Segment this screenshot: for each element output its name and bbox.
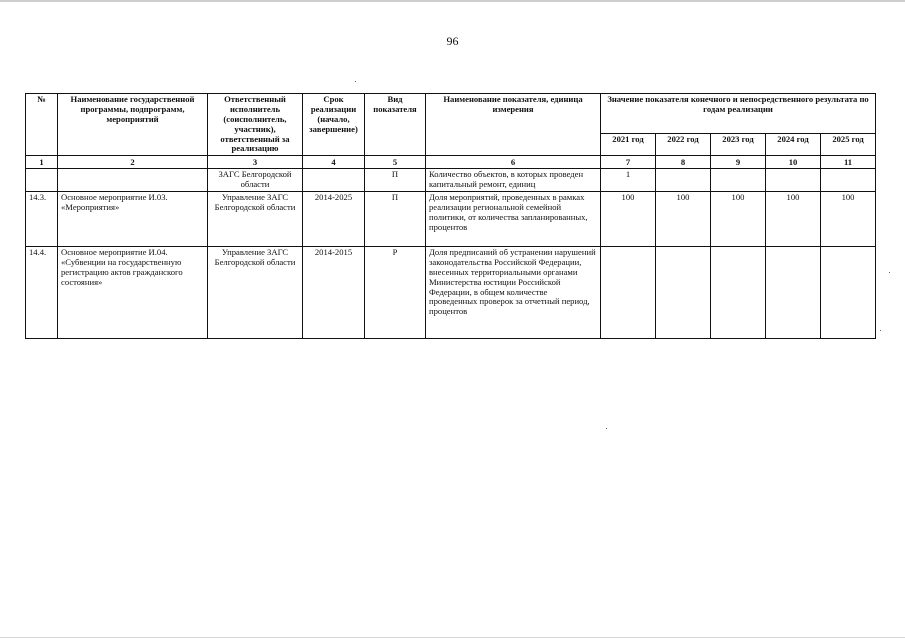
row-executor: ЗАГС Белгородской области: [208, 169, 303, 192]
row-indicator: Доля предписаний об устранении нарушений законодательства Российской Федерации, внесенных территориальными органами Министерства юстиции Российской Федерации, в общем количестве проведенных проверок за отчетный период, процентов: [426, 247, 601, 339]
row-kind: Р: [365, 247, 426, 339]
row-period: 2014-2025: [303, 192, 365, 247]
scan-speck: [606, 428, 607, 429]
column-number: 1: [26, 156, 58, 169]
header-period: Срок реализации (начало, завершение): [303, 94, 365, 156]
row-period: [303, 169, 365, 192]
row-value: 100: [766, 192, 821, 247]
bottom-scan-edge: [0, 637, 905, 638]
indicator-table: [25, 93, 876, 339]
row-value: [821, 247, 876, 339]
table-row: [26, 192, 876, 247]
header-indicator-kind: Вид показателя: [365, 94, 426, 156]
row-name: [58, 169, 208, 192]
header-year: 2022 год: [656, 133, 711, 156]
column-number: 4: [303, 156, 365, 169]
row-name: Основное мероприятие И.04. «Субвенции на государственную регистрацию актов гражданского состояния»: [58, 247, 208, 339]
header-row: [26, 94, 876, 134]
header-program-name: Наименование государственной программы, подпрограмм, мероприятий: [58, 94, 208, 156]
column-number: 2: [58, 156, 208, 169]
column-numbers-row: [26, 156, 876, 169]
row-value: 1: [601, 169, 656, 192]
row-kind: П: [365, 192, 426, 247]
header-year: 2025 год: [821, 133, 876, 156]
row-executor: Управление ЗАГС Белгородской области: [208, 192, 303, 247]
header-indicator-name: Наименование показателя, единица измерения: [426, 94, 601, 156]
row-value: [656, 247, 711, 339]
row-value: 100: [601, 192, 656, 247]
scan-speck: [355, 81, 356, 82]
table-row: [26, 169, 876, 192]
row-number: 14.4.: [26, 247, 58, 339]
row-value: [821, 169, 876, 192]
row-indicator: Количество объектов, в которых проведен капитальный ремонт, единиц: [426, 169, 601, 192]
header-year: 2021 год: [601, 133, 656, 156]
row-value: 100: [656, 192, 711, 247]
row-value: 100: [711, 192, 766, 247]
row-value: [656, 169, 711, 192]
column-number: 6: [426, 156, 601, 169]
column-number: 5: [365, 156, 426, 169]
column-number: 9: [711, 156, 766, 169]
header-year: 2023 год: [711, 133, 766, 156]
row-value: [601, 247, 656, 339]
column-number: 10: [766, 156, 821, 169]
row-name: Основное мероприятие И.03. «Мероприятия»: [58, 192, 208, 247]
column-number: 11: [821, 156, 876, 169]
header-number: №: [26, 94, 58, 156]
scan-speck: [889, 272, 890, 273]
table-row: [26, 247, 876, 339]
row-value: [711, 247, 766, 339]
row-value: [766, 169, 821, 192]
column-number: 7: [601, 156, 656, 169]
header-year: 2024 год: [766, 133, 821, 156]
top-scan-edge: [0, 0, 905, 2]
row-value: 100: [821, 192, 876, 247]
column-number: 3: [208, 156, 303, 169]
header-executor: Ответственный исполнитель (соисполнитель, участник), ответственный за реализацию: [208, 94, 303, 156]
row-kind: П: [365, 169, 426, 192]
row-executor: Управление ЗАГС Белгородской области: [208, 247, 303, 339]
page-number: 96: [446, 34, 459, 48]
row-period: 2014-2015: [303, 247, 365, 339]
column-number: 8: [656, 156, 711, 169]
row-value: [711, 169, 766, 192]
scan-speck: [880, 330, 881, 331]
row-number: 14.3.: [26, 192, 58, 247]
row-number: [26, 169, 58, 192]
header-values-group: Значение показателя конечного и непосредственного результата по годам реализации: [601, 94, 876, 134]
row-value: [766, 247, 821, 339]
row-indicator: Доля мероприятий, проведенных в рамках реализации региональной семейной политики, от количества запланированных, процентов: [426, 192, 601, 247]
